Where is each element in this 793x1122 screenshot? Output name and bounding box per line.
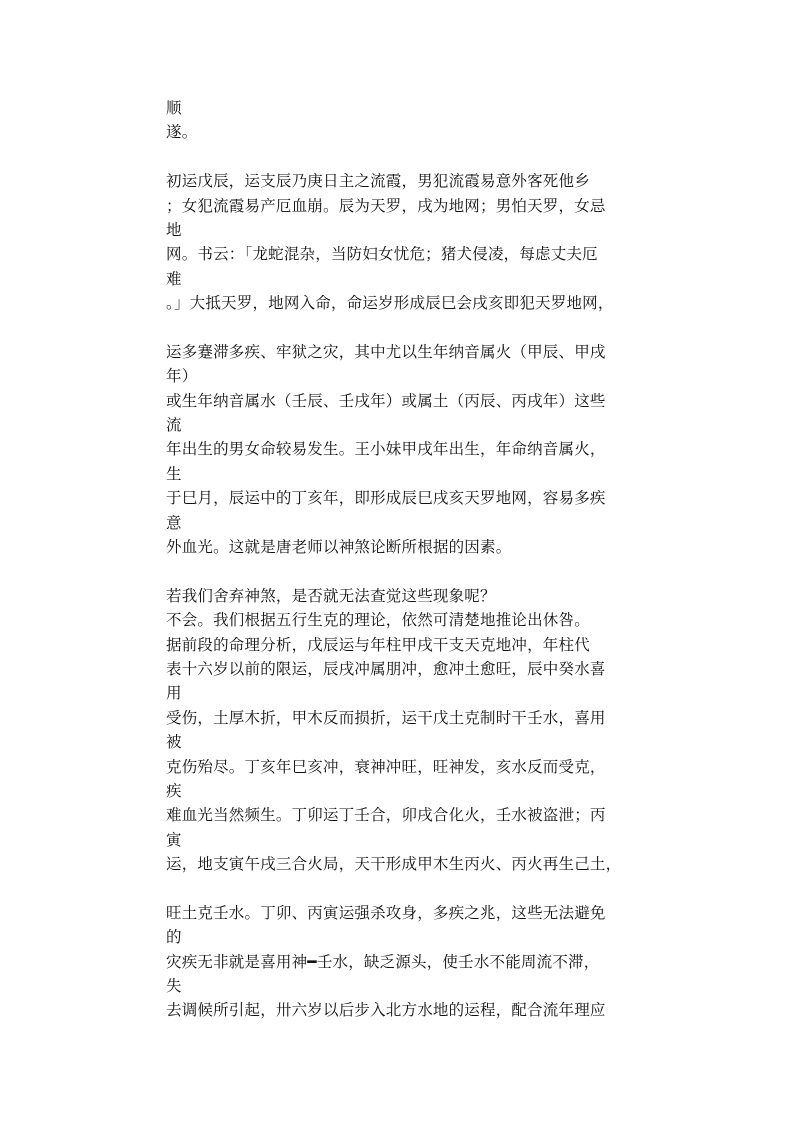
- text-line: 于巳月，辰运中的丁亥年，即形成辰巳戌亥天罗地网，容易多疾: [166, 489, 606, 508]
- text-line: 据前段的命理分析，戊辰运与年柱甲戌干支天克地冲，年柱代: [166, 635, 590, 654]
- text-line: 克伤殆尽。丁亥年巳亥冲，衰神冲旺，旺神发，亥水反而受克，: [166, 757, 606, 776]
- text-line: 运，地支寅午戌三合火局，天干形成甲木生丙火、丙火再生己土，: [166, 855, 622, 874]
- text-line: 受伤，土厚木折，甲木反而损折，运干戊土克制时干壬水，喜用: [166, 708, 606, 727]
- text-line: 难: [166, 269, 182, 288]
- text-line: 年）: [166, 367, 198, 386]
- text-line: 若我们舍弃神煞，是否就无法查觉这些现象呢？: [166, 586, 496, 605]
- text-line: 生: [166, 464, 182, 483]
- text-line: 意: [166, 513, 182, 532]
- text-line: 流: [166, 416, 182, 435]
- text-line: ；女犯流霞易产厄血崩。辰为天罗，戌为地网；男怕天罗，女忌: [166, 196, 606, 215]
- text-line: 失: [166, 977, 182, 996]
- text-line: 难血光当然频生。丁卯运丁壬合，卯戌合化火，壬水被盗泄；丙: [166, 806, 606, 825]
- text-line: 寅: [166, 830, 182, 849]
- text-line: 地: [166, 220, 182, 239]
- text-line: [166, 559, 636, 583]
- text-line: 网。书云：「龙蛇混杂，当防妇女忧危；猪犬侵凌，每虑丈夫厄: [166, 245, 598, 264]
- text-line: [166, 316, 636, 340]
- text-line: 用: [166, 684, 182, 703]
- text-line: 旺土克壬水。丁卯、丙寅运强杀攻身，多疾之兆，这些无法避免: [166, 903, 606, 922]
- text-line: 疾: [166, 781, 182, 800]
- document-page: [166, 96, 636, 1023]
- text-line: 遂。: [166, 123, 198, 142]
- text-line: 顺: [166, 99, 182, 117]
- text-line: 初运戊辰，运支辰乃庚日主之流霞，男犯流霞易意外客死他乡: [166, 172, 590, 191]
- text-line: [166, 145, 636, 169]
- text-line: 。」大抵天罗，地网入命，命运岁形成辰巳会戌亥即犯天罗地网，: [166, 294, 614, 313]
- text-line: 或生年纳音属水（壬辰、壬戌年）或属土（丙辰、丙戌年）这些: [166, 391, 606, 410]
- text-line: 年出生的男女命较易发生。王小妹甲戌年出生，年命纳音属火，: [166, 440, 606, 459]
- text-line: [166, 877, 636, 901]
- text-line: 去调候所引起，卅六岁以后步入北方水地的运程，配合流年理应: [166, 1001, 606, 1020]
- text-line: 运多蹇滞多疾、牢狱之灾，其中尤以生年纳音属火（甲辰、甲戌: [166, 342, 606, 361]
- text-line: 的: [166, 928, 182, 947]
- text-line: 不会。我们根据五行生克的理论，依然可清楚地推论出休咎。: [166, 611, 590, 630]
- text-line: 灾疾无非就是喜用神━壬水，缺乏源头，使壬水不能周流不滞，: [166, 952, 600, 971]
- text-line: 外血光。这就是唐老师以神煞论断所根据的因素。: [166, 538, 512, 557]
- text-line: 表十六岁以前的限运，辰戌冲属朋冲，愈冲土愈旺，辰中癸水喜: [166, 659, 606, 678]
- text-line: 被: [166, 733, 182, 752]
